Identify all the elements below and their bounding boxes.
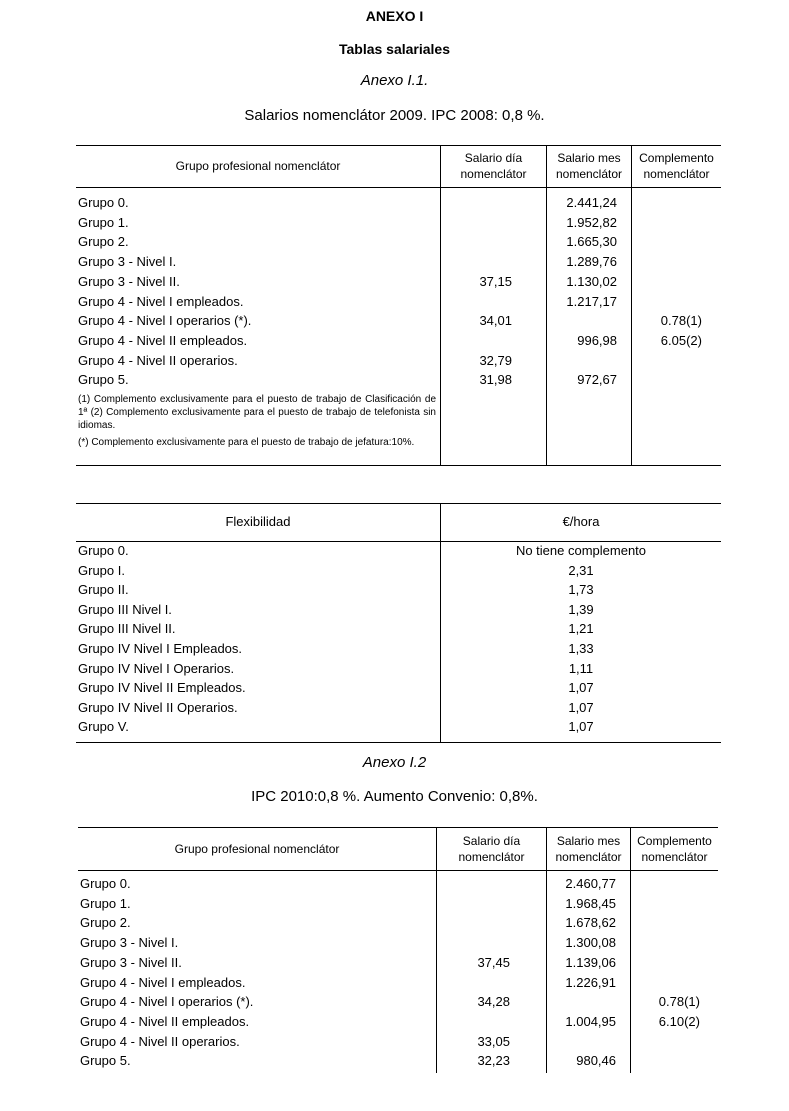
cell-euro-hora: 1,73 bbox=[568, 582, 594, 598]
footnote-1-text: (1) Complemento exclusivamente para el puesto de trabajo de Clasificación de 1ª (2) Complemento exclusivamente para el puesto de trabajo de telefonista sin idiomas. bbox=[78, 394, 436, 431]
cell-grupo: Grupo 1. bbox=[80, 895, 131, 911]
cell-salario-dia: 34,01 bbox=[479, 313, 512, 329]
header-grupo: Grupo profesional nomenclátor bbox=[174, 841, 340, 856]
cell-euro-hora: 1,07 bbox=[568, 680, 594, 696]
cell-grupo: Grupo 0. bbox=[80, 876, 131, 891]
header-grupo: Grupo profesional nomenclátor bbox=[175, 159, 341, 173]
cell-salario-mes: 1.289,76 bbox=[566, 254, 617, 270]
annex2-caption: IPC 2010:0,8 %. Aumento Convenio: 0,8%. bbox=[251, 788, 538, 805]
cell-complemento: 0.78(1) bbox=[660, 313, 702, 329]
table-row bbox=[78, 992, 718, 1012]
salary-table-2009 bbox=[76, 145, 721, 466]
header-salario-dia: Salario día nomenclátor bbox=[460, 151, 527, 181]
annex1-label: Anexo I.1. bbox=[360, 72, 429, 89]
cell-salario-dia: 37,15 bbox=[479, 273, 512, 289]
cell-grupo: Grupo 3 - Nivel I. bbox=[80, 935, 179, 951]
cell-salario-mes: 1.130,02 bbox=[566, 273, 617, 289]
table-row bbox=[76, 678, 721, 698]
cell-salario-mes: 1.300,08 bbox=[565, 935, 616, 951]
cell-grupo: Grupo 4 - Nivel I empleados. bbox=[80, 974, 246, 990]
table-row bbox=[76, 213, 721, 233]
cell-grupo: Grupo 4 - Nivel I operarios (*). bbox=[80, 994, 254, 1010]
header-salario-dia: Salario día nomenclátor bbox=[458, 833, 525, 864]
table-row bbox=[76, 331, 721, 351]
table-row bbox=[76, 541, 721, 561]
table-row bbox=[78, 1012, 718, 1032]
cell-euro-hora: 1,11 bbox=[568, 660, 594, 676]
cell-grupo: Grupo 3 - Nivel I. bbox=[78, 254, 177, 270]
table-row bbox=[78, 913, 718, 933]
table-row bbox=[76, 619, 721, 639]
cell-grupo: Grupo 4 - Nivel I operarios (*). bbox=[78, 313, 252, 329]
cell-flexibilidad: Grupo III Nivel I. bbox=[78, 601, 172, 617]
cell-grupo: Grupo 2. bbox=[78, 234, 129, 250]
cell-euro-hora: 1,07 bbox=[568, 719, 594, 735]
cell-grupo: Grupo 1. bbox=[78, 214, 129, 230]
flexibility-table bbox=[76, 503, 721, 743]
cell-grupo: Grupo 5. bbox=[78, 372, 129, 388]
cell-salario-mes: 1.665,30 bbox=[566, 234, 617, 250]
cell-complemento: 6.05(2) bbox=[660, 332, 702, 348]
table-row bbox=[78, 1051, 718, 1071]
table-row bbox=[76, 311, 721, 331]
cell-salario-mes: 1.226,91 bbox=[565, 974, 616, 990]
footnote-2 bbox=[78, 436, 436, 449]
table-row bbox=[76, 659, 721, 679]
cell-flexibilidad: Grupo IV Nivel II Empleados. bbox=[78, 680, 246, 696]
header-euro-hora: €/hora bbox=[562, 514, 600, 529]
cell-salario-dia: 37,45 bbox=[477, 954, 510, 970]
cell-salario-mes: 1.968,45 bbox=[565, 895, 616, 911]
table-row bbox=[78, 874, 718, 894]
cell-salario-mes: 1.952,82 bbox=[566, 214, 617, 230]
cell-salario-dia: 33,05 bbox=[477, 1033, 510, 1049]
cell-euro-hora: 1,21 bbox=[568, 621, 594, 637]
table-row bbox=[76, 561, 721, 581]
annex-subtitle: Tablas salariales bbox=[338, 41, 451, 57]
header-salario-mes: Salario mes nomenclátor bbox=[555, 833, 622, 864]
table-row bbox=[76, 717, 721, 737]
header-complemento: Complemento nomenclátor bbox=[637, 833, 712, 864]
header-salario-mes: Salario mes nomenclátor bbox=[555, 151, 623, 181]
annex-title: ANEXO I bbox=[365, 8, 424, 24]
table-row bbox=[76, 193, 721, 213]
cell-flexibilidad: Grupo I. bbox=[78, 562, 125, 578]
cell-salario-mes: 1.004,95 bbox=[565, 1013, 616, 1029]
annex2-label: Anexo I.2 bbox=[362, 754, 427, 771]
cell-flexibilidad: Grupo IV Nivel I Empleados. bbox=[78, 641, 243, 656]
footnote-2-text: (*) Complemento exclusivamente para el puesto de trabajo de jefatura:10%. bbox=[78, 437, 415, 448]
cell-complemento: 6.10(2) bbox=[658, 1013, 700, 1029]
cell-salario-mes: 2.441,24 bbox=[566, 195, 617, 210]
cell-euro-hora: 2,31 bbox=[568, 562, 594, 578]
table-row bbox=[78, 933, 718, 953]
cell-grupo: Grupo 0. bbox=[78, 195, 129, 210]
cell-grupo: Grupo 5. bbox=[80, 1053, 131, 1069]
table-row bbox=[76, 232, 721, 252]
cell-euro-hora: 1,07 bbox=[568, 699, 594, 715]
cell-salario-mes: 972,67 bbox=[577, 372, 617, 388]
cell-salario-mes: 996,98 bbox=[577, 332, 617, 348]
table-row bbox=[76, 370, 721, 390]
cell-euro-hora: 1,39 bbox=[568, 601, 594, 617]
cell-grupo: Grupo 3 - Nivel II. bbox=[80, 954, 182, 970]
cell-salario-mes: 2.460,77 bbox=[565, 876, 616, 891]
table-row bbox=[76, 639, 721, 659]
cell-grupo: Grupo 4 - Nivel II operarios. bbox=[78, 352, 238, 368]
cell-salario-dia: 32,79 bbox=[479, 352, 512, 368]
table-row bbox=[78, 1032, 718, 1052]
table-row bbox=[76, 252, 721, 272]
cell-salario-mes: 980,46 bbox=[576, 1053, 616, 1069]
header-flexibilidad: Flexibilidad bbox=[225, 514, 291, 529]
table-row bbox=[76, 272, 721, 292]
header-complemento: Complemento nomenclátor bbox=[639, 151, 714, 181]
cell-salario-dia: 32,23 bbox=[477, 1053, 510, 1069]
table-row bbox=[76, 600, 721, 620]
cell-grupo: Grupo 4 - Nivel II empleados. bbox=[78, 332, 248, 348]
cell-grupo: Grupo 4 - Nivel I empleados. bbox=[78, 293, 244, 309]
table-row bbox=[76, 292, 721, 312]
cell-flexibilidad: Grupo V. bbox=[78, 719, 129, 735]
table-row bbox=[78, 973, 718, 993]
cell-grupo: Grupo 3 - Nivel II. bbox=[78, 273, 180, 289]
cell-grupo: Grupo 4 - Nivel II empleados. bbox=[80, 1013, 250, 1029]
cell-grupo: Grupo 4 - Nivel II operarios. bbox=[80, 1033, 240, 1049]
cell-salario-dia: 34,28 bbox=[477, 994, 510, 1010]
table-row bbox=[78, 953, 718, 973]
cell-euro-hora: 1,33 bbox=[568, 641, 594, 656]
cell-complemento: 0.78(1) bbox=[658, 994, 700, 1010]
table-row bbox=[76, 580, 721, 600]
cell-salario-dia: 31,98 bbox=[479, 372, 512, 388]
cell-flexibilidad: Grupo IV Nivel II Operarios. bbox=[78, 699, 238, 715]
cell-grupo: Grupo 2. bbox=[80, 915, 131, 931]
cell-flexibilidad: Grupo II. bbox=[78, 582, 129, 598]
table-row bbox=[76, 351, 721, 371]
cell-salario-mes: 1.139,06 bbox=[565, 954, 616, 970]
cell-euro-hora: No tiene complemento bbox=[515, 543, 647, 558]
cell-flexibilidad: Grupo III Nivel II. bbox=[78, 621, 176, 637]
table-row bbox=[78, 894, 718, 914]
cell-salario-mes: 1.217,17 bbox=[566, 293, 617, 309]
footnote-1 bbox=[78, 393, 436, 432]
salary-table-2010 bbox=[78, 827, 718, 1073]
cell-salario-mes: 1.678,62 bbox=[565, 915, 616, 931]
table-row bbox=[76, 698, 721, 718]
annex1-caption: Salarios nomenclátor 2009. IPC 2008: 0,8 %. bbox=[244, 107, 545, 124]
cell-flexibilidad: Grupo 0. bbox=[78, 543, 129, 558]
cell-flexibilidad: Grupo IV Nivel I Operarios. bbox=[78, 660, 235, 676]
